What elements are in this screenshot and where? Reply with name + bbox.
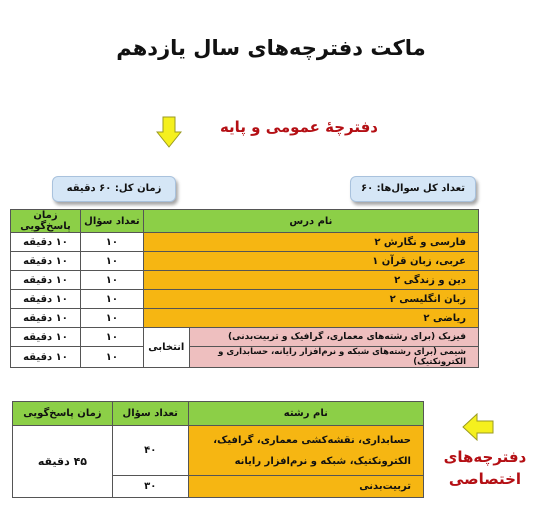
subject-cell: شیمی (برای رشته‌های شبکه و نرم‌افزار رایانه، حسابداری و الکترونکتیک): [189, 347, 478, 368]
arrow-down-icon: [156, 116, 182, 148]
table-header-row: [13, 402, 424, 426]
header-subject: نام درس: [143, 210, 478, 233]
table-row: [11, 252, 479, 271]
table-row: [11, 233, 479, 252]
time-cell: ۱۰ دقیقه: [11, 309, 81, 328]
table-header-row: [11, 210, 479, 233]
field-cell: [188, 426, 423, 476]
header-field: نام رشته: [188, 402, 423, 426]
count-cell: ۱۰: [80, 271, 143, 290]
time-cell: ۱۰ دقیقه: [11, 328, 81, 347]
count-cell: ۱۰: [80, 309, 143, 328]
subject-cell: دین و زندگی ۲: [143, 271, 478, 290]
count-cell: ۱۰: [80, 290, 143, 309]
header-time: زمان پاسخ‌گویی: [11, 210, 81, 233]
table-row: [11, 290, 479, 309]
count-cell: ۱۰: [80, 347, 143, 368]
specialized-table: [12, 401, 424, 498]
count-cell: ۴۰: [112, 426, 188, 476]
subject-cell: ریاضی ۲: [143, 309, 478, 328]
subject-cell: فیزیک (برای رشته‌های معماری، گرافیک و تربیت‌بدنی): [189, 328, 478, 347]
time-cell: ۱۰ دقیقه: [11, 347, 81, 368]
subject-cell: عربی، زبان قرآن ۱: [143, 252, 478, 271]
time-cell: ۱۰ دقیقه: [11, 252, 81, 271]
page-title: ماکت دفترچه‌های سال یازدهم: [116, 36, 426, 60]
field-line: الکترونکتیک، شبکه و نرم‌افزار رایانه: [234, 455, 411, 467]
time-cell: ۴۵ دقیقه: [13, 426, 113, 498]
field-cell: تربیت‌بدنی: [188, 476, 423, 498]
count-cell: ۳۰: [112, 476, 188, 498]
header-time: زمان پاسخ‌گویی: [13, 402, 113, 426]
header-count: تعداد سؤال: [80, 210, 143, 233]
specialized-heading: دفترچه‌های اختصاصی: [443, 448, 527, 488]
arrow-left-icon: [462, 413, 494, 441]
total-questions-badge: تعداد کل سوال‌ها: ۶۰: [350, 176, 476, 202]
table-row: [11, 309, 479, 328]
general-heading: دفترچهٔ عمومی و پایه: [219, 118, 378, 136]
count-cell: ۱۰: [80, 252, 143, 271]
elective-label: انتخابی: [143, 328, 189, 368]
subject-cell: فارسی و نگارش ۲: [143, 233, 478, 252]
header-count: تعداد سؤال: [112, 402, 188, 426]
table-row: [11, 347, 479, 368]
total-time-badge: زمان کل: ۶۰ دقیقه: [52, 176, 176, 202]
general-table: [10, 209, 479, 368]
time-cell: ۱۰ دقیقه: [11, 290, 81, 309]
time-cell: ۱۰ دقیقه: [11, 271, 81, 290]
subject-cell: زبان انگلیسی ۲: [143, 290, 478, 309]
time-cell: ۱۰ دقیقه: [11, 233, 81, 252]
table-row: [11, 328, 479, 347]
table-row: [13, 426, 424, 476]
count-cell: ۱۰: [80, 233, 143, 252]
table-row: [11, 271, 479, 290]
count-cell: ۱۰: [80, 328, 143, 347]
field-line: حسابداری، نقشه‌کشی معماری، گرافیک،: [213, 434, 411, 446]
